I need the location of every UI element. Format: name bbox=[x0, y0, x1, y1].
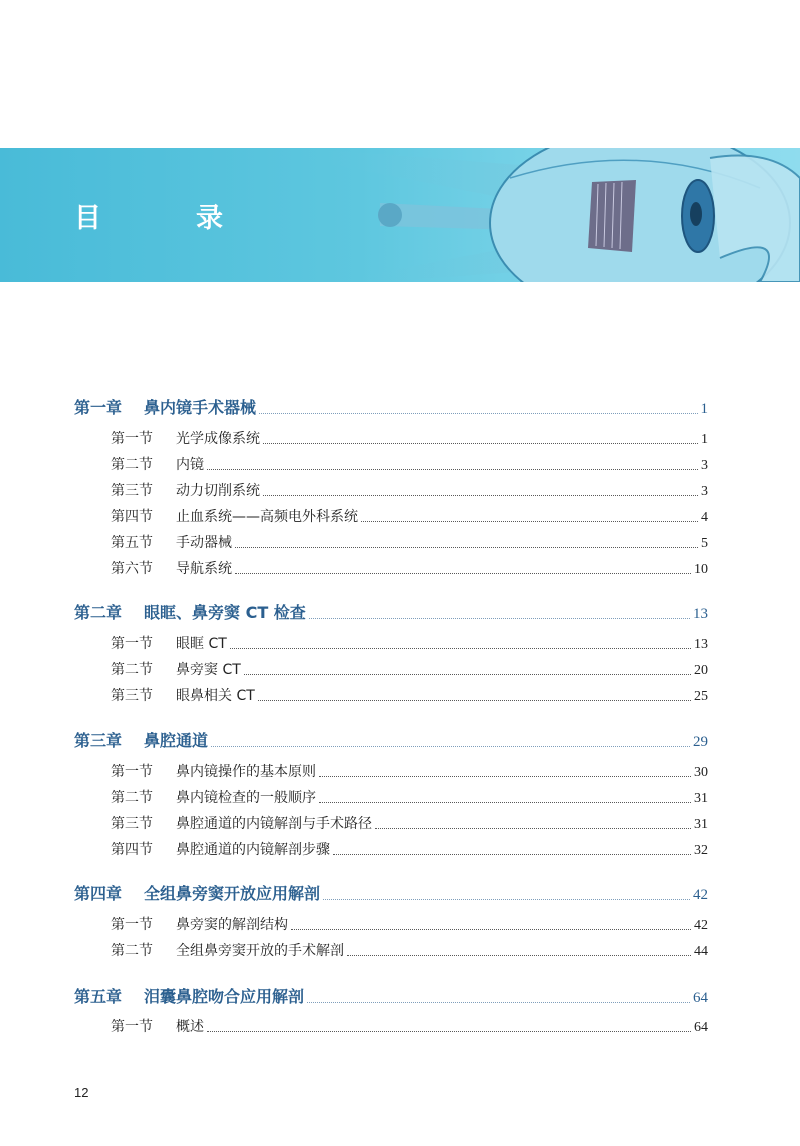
toc-section[interactable] bbox=[111, 940, 708, 960]
section-title: 鼻腔通道的内镜解剖步骤 bbox=[176, 842, 330, 858]
section-number: 第一节 bbox=[111, 636, 153, 652]
toc-section[interactable] bbox=[111, 480, 708, 500]
section-page: 64 bbox=[694, 1020, 708, 1035]
section-title: 鼻腔通道的内镜解剖与手术路径 bbox=[176, 816, 372, 832]
section-title: 眼眶 CT bbox=[176, 636, 227, 652]
section-title: 动力切削系统 bbox=[176, 483, 260, 499]
section-number: 第六节 bbox=[111, 561, 153, 577]
page-title: 目 录 bbox=[74, 203, 257, 234]
dot-leader bbox=[323, 898, 690, 900]
section-title: 鼻旁窦的解剖结构 bbox=[176, 917, 288, 933]
toc-section[interactable] bbox=[111, 506, 708, 526]
section-number: 第五节 bbox=[111, 535, 153, 551]
chapter-title: 鼻内镜手术器械 bbox=[144, 398, 257, 417]
section-number: 第二节 bbox=[111, 790, 153, 806]
section-number: 第四节 bbox=[111, 509, 153, 525]
section-page: 42 bbox=[694, 918, 708, 933]
toc-section[interactable] bbox=[111, 633, 708, 653]
chapter-title: 泪囊鼻腔吻合应用解剖 bbox=[144, 987, 305, 1006]
toc-section[interactable] bbox=[111, 914, 708, 934]
dot-leader bbox=[319, 801, 691, 803]
section-page: 44 bbox=[694, 944, 708, 959]
section-page: 10 bbox=[694, 562, 708, 577]
toc-chapter[interactable] bbox=[74, 882, 708, 904]
toc-chapter[interactable] bbox=[74, 396, 708, 418]
dot-leader bbox=[258, 699, 691, 701]
section-page: 3 bbox=[701, 458, 708, 473]
section-page: 1 bbox=[701, 432, 708, 447]
toc-section[interactable] bbox=[111, 454, 708, 474]
section-page: 4 bbox=[701, 510, 708, 525]
chapter-title: 鼻腔通道 bbox=[144, 731, 209, 750]
dot-leader bbox=[259, 412, 697, 414]
section-title: 止血系统——高频电外科系统 bbox=[176, 509, 358, 525]
section-page: 30 bbox=[694, 765, 708, 780]
dot-leader bbox=[347, 954, 691, 956]
section-title: 光学成像系统 bbox=[176, 431, 260, 447]
section-page: 31 bbox=[694, 817, 708, 832]
section-title: 导航系统 bbox=[176, 561, 232, 577]
chapter-title: 全组鼻旁窦开放应用解剖 bbox=[144, 884, 321, 903]
toc-section[interactable] bbox=[111, 428, 708, 448]
section-title: 概述 bbox=[176, 1019, 204, 1035]
section-number: 第一节 bbox=[111, 764, 153, 780]
section-number: 第一节 bbox=[111, 917, 153, 933]
dot-leader bbox=[309, 617, 690, 619]
dot-leader bbox=[244, 673, 691, 675]
toc-section[interactable] bbox=[111, 761, 708, 781]
chapter-title: 眼眶、鼻旁窦 CT 检查 bbox=[144, 603, 306, 622]
section-page: 3 bbox=[701, 484, 708, 499]
toc-section[interactable] bbox=[111, 787, 708, 807]
page-number: 12 bbox=[74, 1085, 89, 1100]
section-number: 第二节 bbox=[111, 943, 153, 959]
dot-leader bbox=[263, 494, 698, 496]
chapter-number: 第五章 bbox=[74, 987, 123, 1006]
toc-section[interactable] bbox=[111, 839, 708, 859]
dot-leader bbox=[291, 928, 691, 930]
dot-leader bbox=[375, 827, 691, 829]
chapter-page: 42 bbox=[693, 887, 708, 903]
chapter-page: 64 bbox=[693, 990, 708, 1006]
dot-leader bbox=[235, 546, 698, 548]
dot-leader bbox=[207, 468, 698, 470]
toc-section[interactable] bbox=[111, 532, 708, 552]
section-title: 内镜 bbox=[176, 457, 204, 473]
section-page: 5 bbox=[701, 536, 708, 551]
section-page: 31 bbox=[694, 791, 708, 806]
chapter-number: 第四章 bbox=[74, 884, 123, 903]
dot-leader bbox=[230, 647, 691, 649]
section-number: 第三节 bbox=[111, 483, 153, 499]
section-number: 第三节 bbox=[111, 688, 153, 704]
toc-chapter[interactable] bbox=[74, 985, 708, 1007]
toc-section[interactable] bbox=[111, 659, 708, 679]
section-page: 32 bbox=[694, 843, 708, 858]
chapter-page: 13 bbox=[693, 606, 708, 622]
chapter-page: 1 bbox=[700, 401, 708, 417]
dot-leader bbox=[307, 1001, 690, 1003]
chapter-page: 29 bbox=[693, 734, 708, 750]
section-page: 20 bbox=[694, 663, 708, 678]
section-title: 眼鼻相关 CT bbox=[176, 688, 255, 704]
chapter-number: 第三章 bbox=[74, 731, 123, 750]
dot-leader bbox=[333, 853, 691, 855]
section-number: 第一节 bbox=[111, 1019, 153, 1035]
section-number: 第一节 bbox=[111, 431, 153, 447]
chapter-number: 第二章 bbox=[74, 603, 123, 622]
section-number: 第二节 bbox=[111, 662, 153, 678]
toc-section[interactable] bbox=[111, 813, 708, 833]
toc-section[interactable] bbox=[111, 558, 708, 578]
dot-leader bbox=[319, 775, 691, 777]
section-title: 鼻内镜操作的基本原则 bbox=[176, 764, 316, 780]
dot-leader bbox=[207, 1030, 691, 1032]
section-number: 第二节 bbox=[111, 457, 153, 473]
toc-chapter[interactable] bbox=[74, 729, 708, 751]
dot-leader bbox=[361, 520, 698, 522]
section-title: 手动器械 bbox=[176, 535, 232, 551]
dot-leader bbox=[263, 442, 698, 444]
section-page: 13 bbox=[694, 637, 708, 652]
section-title: 鼻旁窦 CT bbox=[176, 662, 241, 678]
dot-leader bbox=[211, 745, 690, 747]
section-title: 鼻内镜检查的一般顺序 bbox=[176, 790, 316, 806]
chapter-number: 第一章 bbox=[74, 398, 123, 417]
section-number: 第三节 bbox=[111, 816, 153, 832]
toc-section[interactable] bbox=[111, 685, 708, 705]
section-title: 全组鼻旁窦开放的手术解剖 bbox=[176, 943, 344, 959]
section-number: 第四节 bbox=[111, 842, 153, 858]
toc-chapter[interactable] bbox=[74, 601, 708, 623]
dot-leader bbox=[235, 572, 691, 574]
section-page: 25 bbox=[694, 689, 708, 704]
toc-section[interactable] bbox=[111, 1016, 708, 1036]
